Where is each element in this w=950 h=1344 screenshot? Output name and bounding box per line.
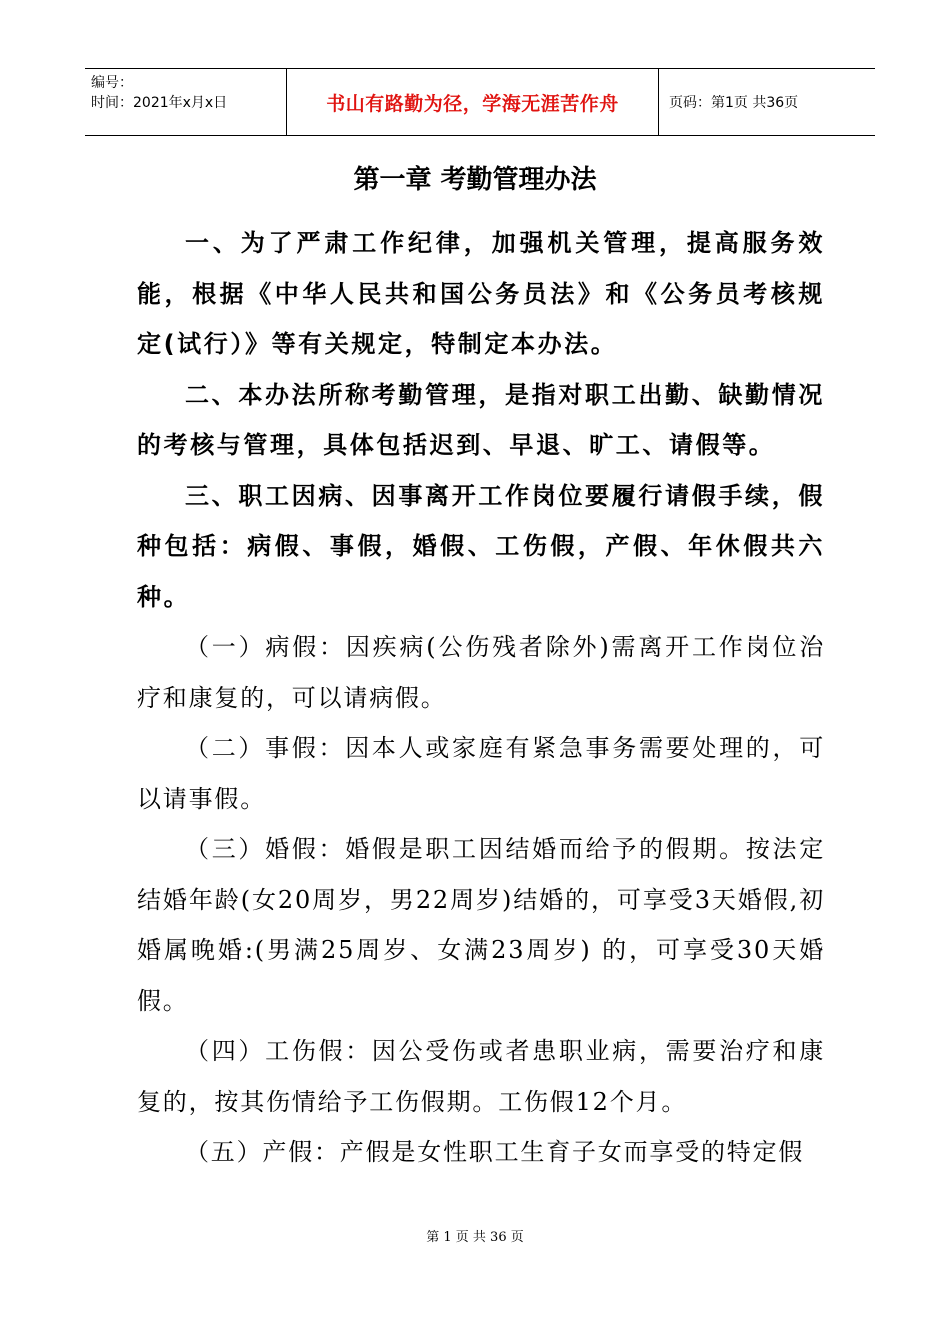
- chapter-title: 第一章 考勤管理办法: [353, 165, 597, 195]
- paragraph-sick-leave: （一）病假：因疾病(公伤残者除外)需离开工作岗位治疗和康复的，可以请病假。: [137, 633, 825, 712]
- paragraph-2: 二、本办法所称考勤管理，是指对职工出勤、缺勤情况的考核与管理，具体包括迟到、早退、旷工、请假等。: [137, 380, 825, 459]
- paragraph-1: 一、为了严肃工作纪律，加强机关管理，提高服务效能，根据《中华人民共和国公务员法》和《公务员考核规定(试行）》等有关规定，特制定本办法。: [137, 229, 825, 358]
- paragraph-3: 三、职工因病、因事离开工作岗位要履行请假手续，假种包括：病假、事假，婚假、工伤假，产假、年休假共六种。: [137, 481, 825, 611]
- time-label: 时间：2021年x月x日: [91, 95, 228, 111]
- document-body: [137, 218, 825, 1178]
- header-page-info: 页码：第1页 共36页: [669, 95, 799, 111]
- paragraph-personal-leave: （二）事假：因本人或家庭有紧急事务需要处理的，可以请事假。: [137, 734, 825, 813]
- header-motto: 书山有路勤为径，学海无涯苦作舟: [287, 69, 659, 135]
- page-footer: 第 1 页 共 36 页: [426, 1230, 524, 1245]
- paragraph-injury-leave: （四）工伤假：因公受伤或者患职业病，需要治疗和康复的，按其伤情给予工伤假期。工伤假12个月。: [137, 1037, 825, 1116]
- header-meta: [85, 69, 287, 135]
- paragraph-maternity-leave: （五）产假：产假是女性职工生育子女而享受的特定假: [185, 1138, 805, 1166]
- number-label: 编号：: [91, 75, 133, 91]
- paragraph-marriage-leave: （三）婚假：婚假是职工因结婚而给予的假期。按法定结婚年龄(女20周岁，男22周岁)结婚的，可享受3天婚假,初婚属晚婚:(男满25周岁、女满23周岁) 的，可享受30天婚假。: [137, 835, 825, 1015]
- page-header: [85, 68, 875, 136]
